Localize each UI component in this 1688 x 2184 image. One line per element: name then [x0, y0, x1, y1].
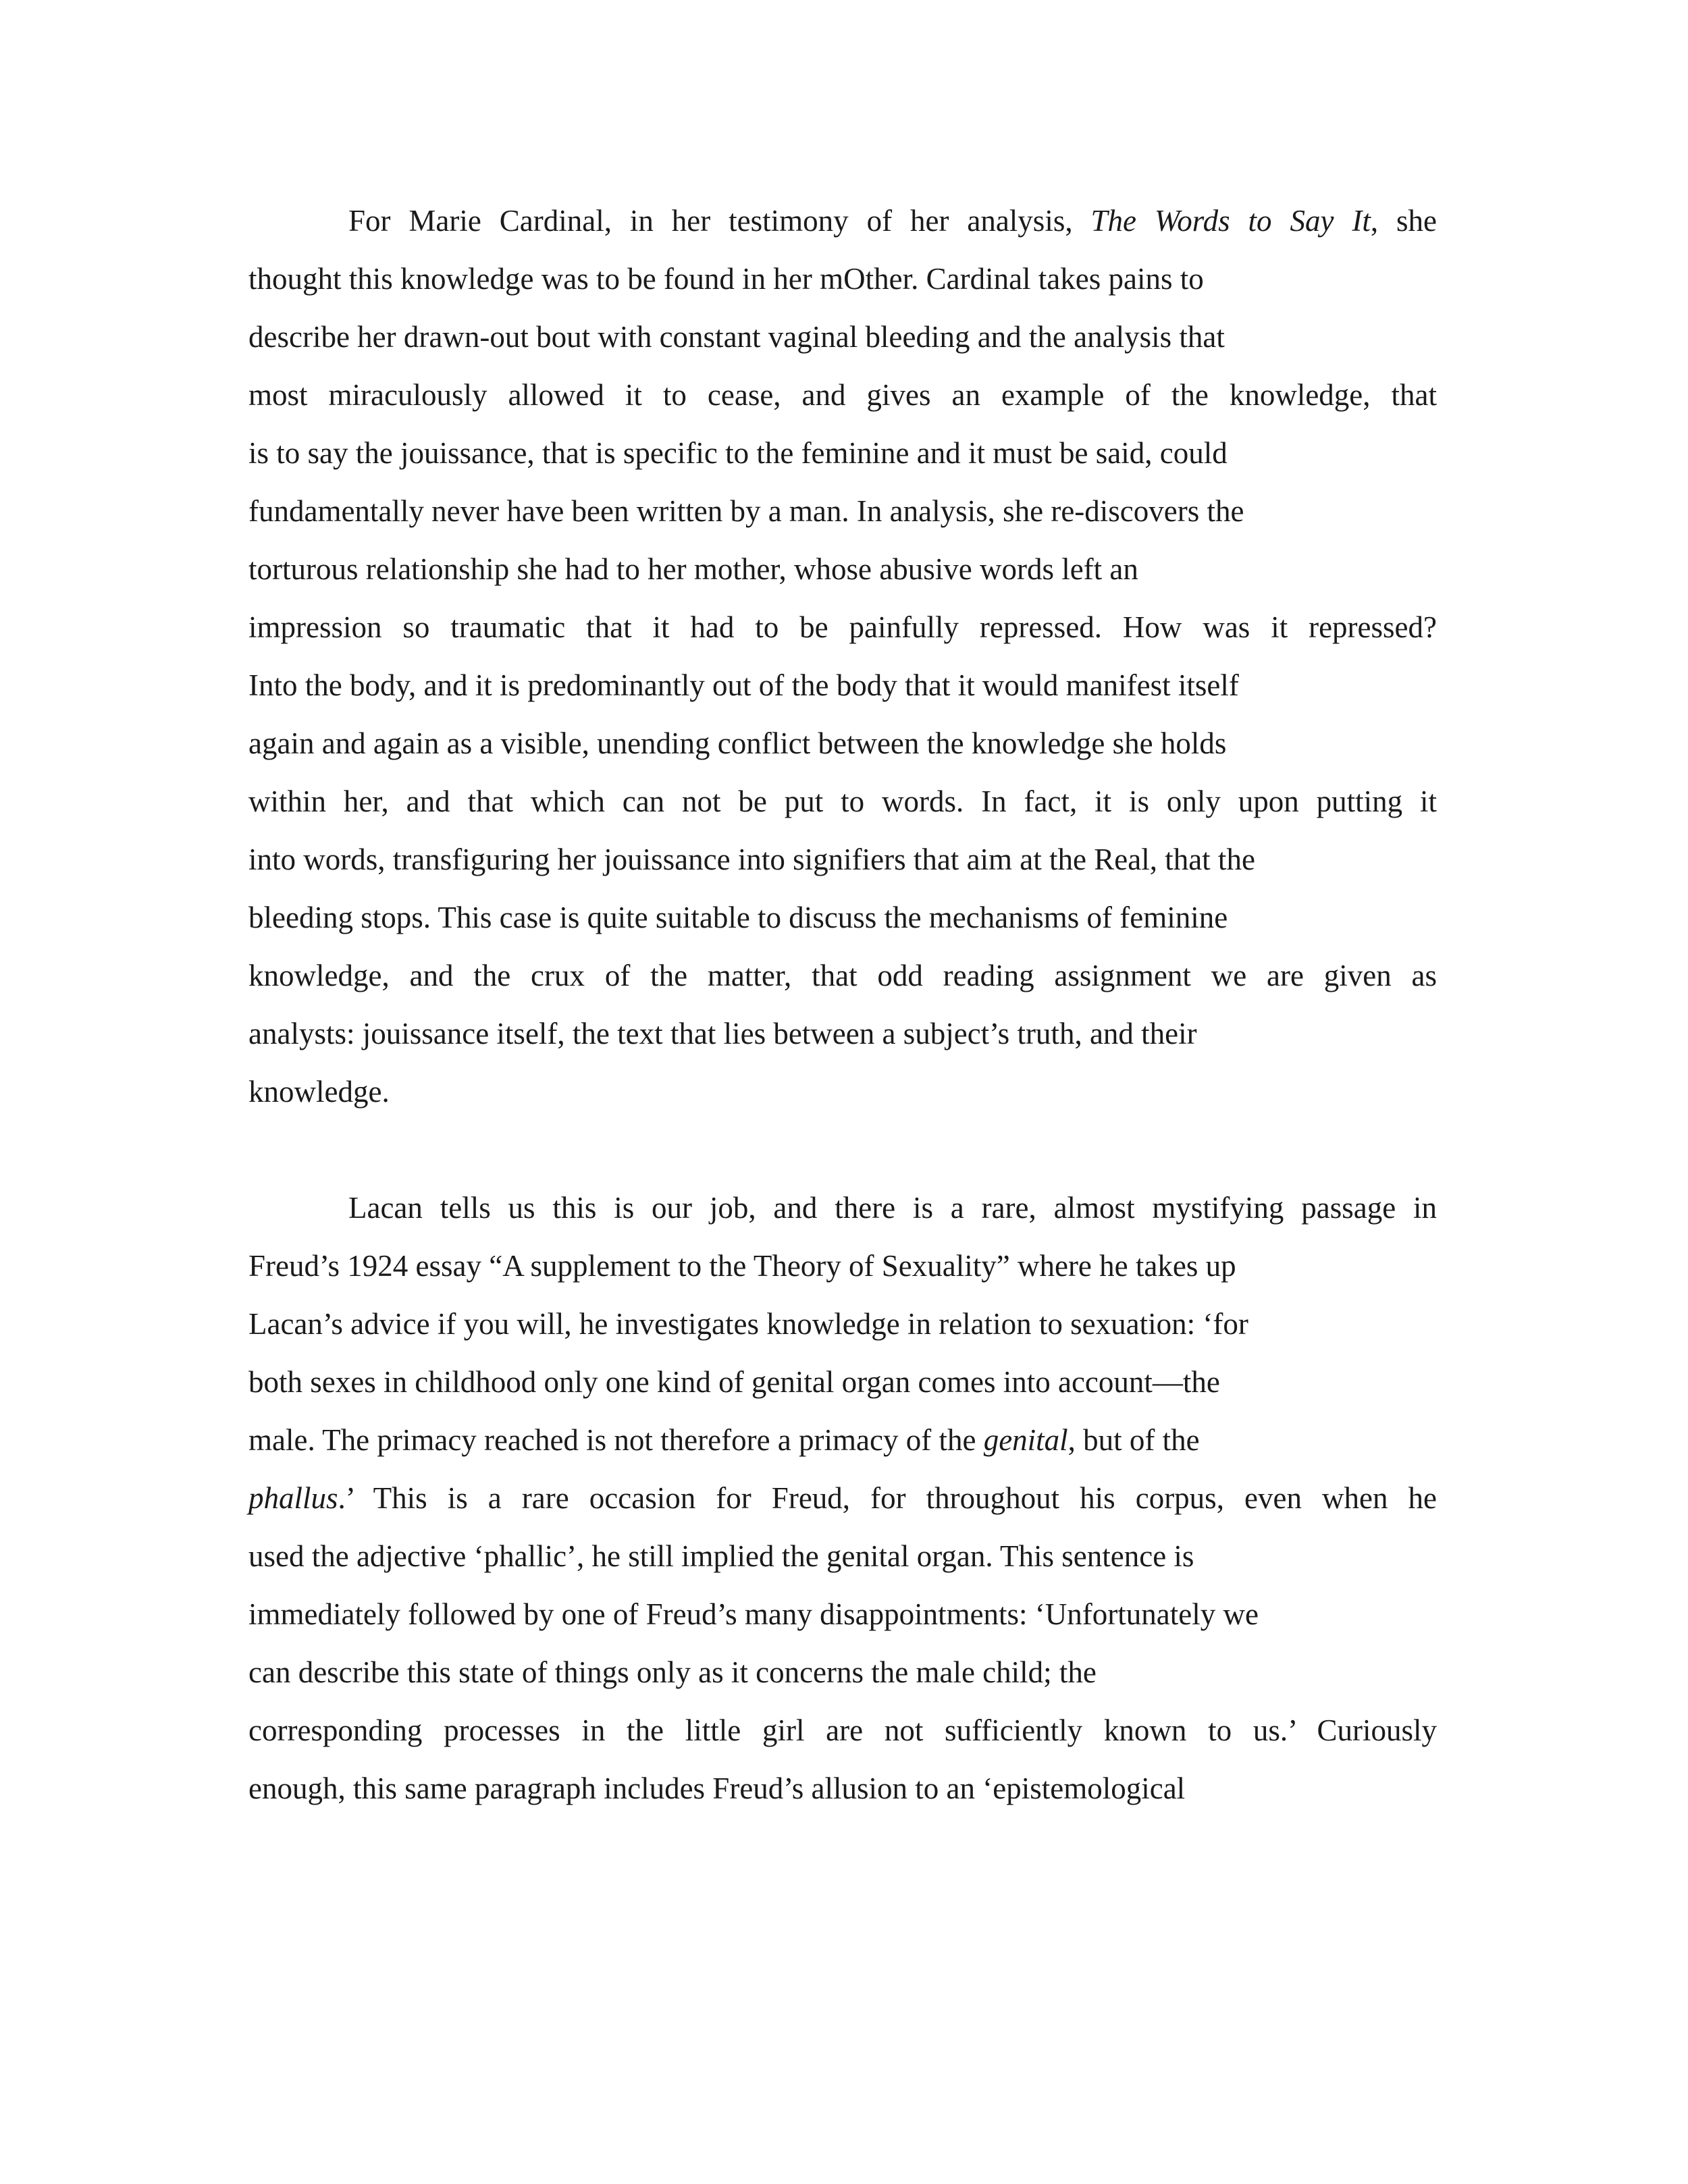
text-run: knowledge. [248, 1075, 390, 1109]
text-run: analysts: jouissance itself, the text that lies between a subject’s truth, and their [248, 1017, 1197, 1050]
text-line [248, 717, 1437, 775]
text-run: fundamentally never have been written by a man. In analysis, she re-discovers the [248, 494, 1244, 528]
paragraph-spacer [248, 1123, 1437, 1181]
text-run: torturous relationship she had to her mother, whose abusive words left an [248, 552, 1138, 586]
text-run: can describe this state of things only as it concerns the male child; the [248, 1655, 1097, 1689]
text-line [248, 891, 1437, 949]
text-run: thought this knowledge was to be found in her mOther. Cardinal takes pains to [248, 262, 1204, 296]
text-run: into words, transfiguring her jouissance into signifiers that aim at the Real, that the [248, 843, 1255, 876]
body-text [248, 194, 1437, 1820]
text-line [248, 1065, 1437, 1123]
text-run: male. The primacy reached is not therefore a primacy of the [248, 1423, 984, 1457]
text-run: Freud’s 1924 essay “A supplement to the Theory of Sexuality” where he takes up [248, 1249, 1236, 1283]
text-run: , she [1370, 204, 1437, 238]
text-run: both sexes in childhood only one kind of genital organ comes into account—the [248, 1365, 1220, 1399]
paragraph-2 [248, 1181, 1437, 1820]
text-run: most miraculously allowed it to cease, and gives an example of the knowledge, that [248, 378, 1437, 412]
text-line [248, 1704, 1437, 1762]
text-line [248, 1181, 1437, 1240]
text-run: immediately followed by one of Freud’s many disappointments: ‘Unfortunately we [248, 1597, 1259, 1631]
text-line [248, 1762, 1437, 1820]
text-run: Lacan tells us this is our job, and there is a rare, almost mystifying passage in [348, 1191, 1437, 1225]
text-run: Into the body, and it is predominantly out of the body that it would manifest itself [248, 668, 1239, 702]
text-run: corresponding processes in the little girl are not sufficiently known to us.’ Curiously [248, 1713, 1437, 1747]
text-line [248, 543, 1437, 601]
text-line [248, 949, 1437, 1007]
text-line [248, 1646, 1437, 1704]
text-run: , but of the [1067, 1423, 1200, 1457]
text-line [248, 1240, 1437, 1298]
italic-text: The Words to Say It [1090, 204, 1371, 238]
italic-text: phallus [248, 1481, 338, 1515]
text-line [248, 485, 1437, 543]
text-line [248, 1356, 1437, 1414]
text-line [248, 427, 1437, 485]
text-run: .’ This is a rare occasion for Freud, for throughout his corpus, even when he [338, 1481, 1437, 1515]
text-line [248, 369, 1437, 427]
text-line [248, 659, 1437, 717]
text-line [248, 1530, 1437, 1588]
text-line [248, 252, 1437, 311]
text-line [248, 1298, 1437, 1356]
text-run: again and again as a visible, unending conflict between the knowledge she holds [248, 726, 1227, 760]
text-line [248, 601, 1437, 659]
text-run: knowledge, and the crux of the matter, that odd reading assignment we are given as [248, 959, 1437, 992]
text-line [248, 194, 1437, 252]
paragraph-1 [248, 194, 1437, 1123]
text-run: bleeding stops. This case is quite suitable to discuss the mechanisms of feminine [248, 901, 1228, 934]
text-line [248, 1007, 1437, 1065]
text-run: used the adjective ‘phallic’, he still implied the genital organ. This sentence is [248, 1539, 1194, 1573]
text-line [248, 1414, 1437, 1472]
text-run: enough, this same paragraph includes Freud’s allusion to an ‘epistemological [248, 1772, 1186, 1805]
text-run: For Marie Cardinal, in her testimony of her analysis, [348, 204, 1091, 238]
text-line [248, 833, 1437, 891]
italic-text: genital [983, 1423, 1068, 1457]
text-line [248, 1472, 1437, 1530]
text-run: impression so traumatic that it had to be painfully repressed. How was it repressed? [248, 610, 1437, 644]
text-run: within her, and that which can not be put to words. In fact, it is only upon putting it [248, 784, 1437, 818]
text-line [248, 311, 1437, 369]
text-run: describe her drawn-out bout with constant vaginal bleeding and the analysis that [248, 320, 1225, 354]
text-run: is to say the jouissance, that is specific to the feminine and it must be said, could [248, 436, 1228, 470]
text-line [248, 775, 1437, 833]
text-line [248, 1588, 1437, 1646]
text-run: Lacan’s advice if you will, he investigates knowledge in relation to sexuation: ‘for [248, 1307, 1248, 1341]
